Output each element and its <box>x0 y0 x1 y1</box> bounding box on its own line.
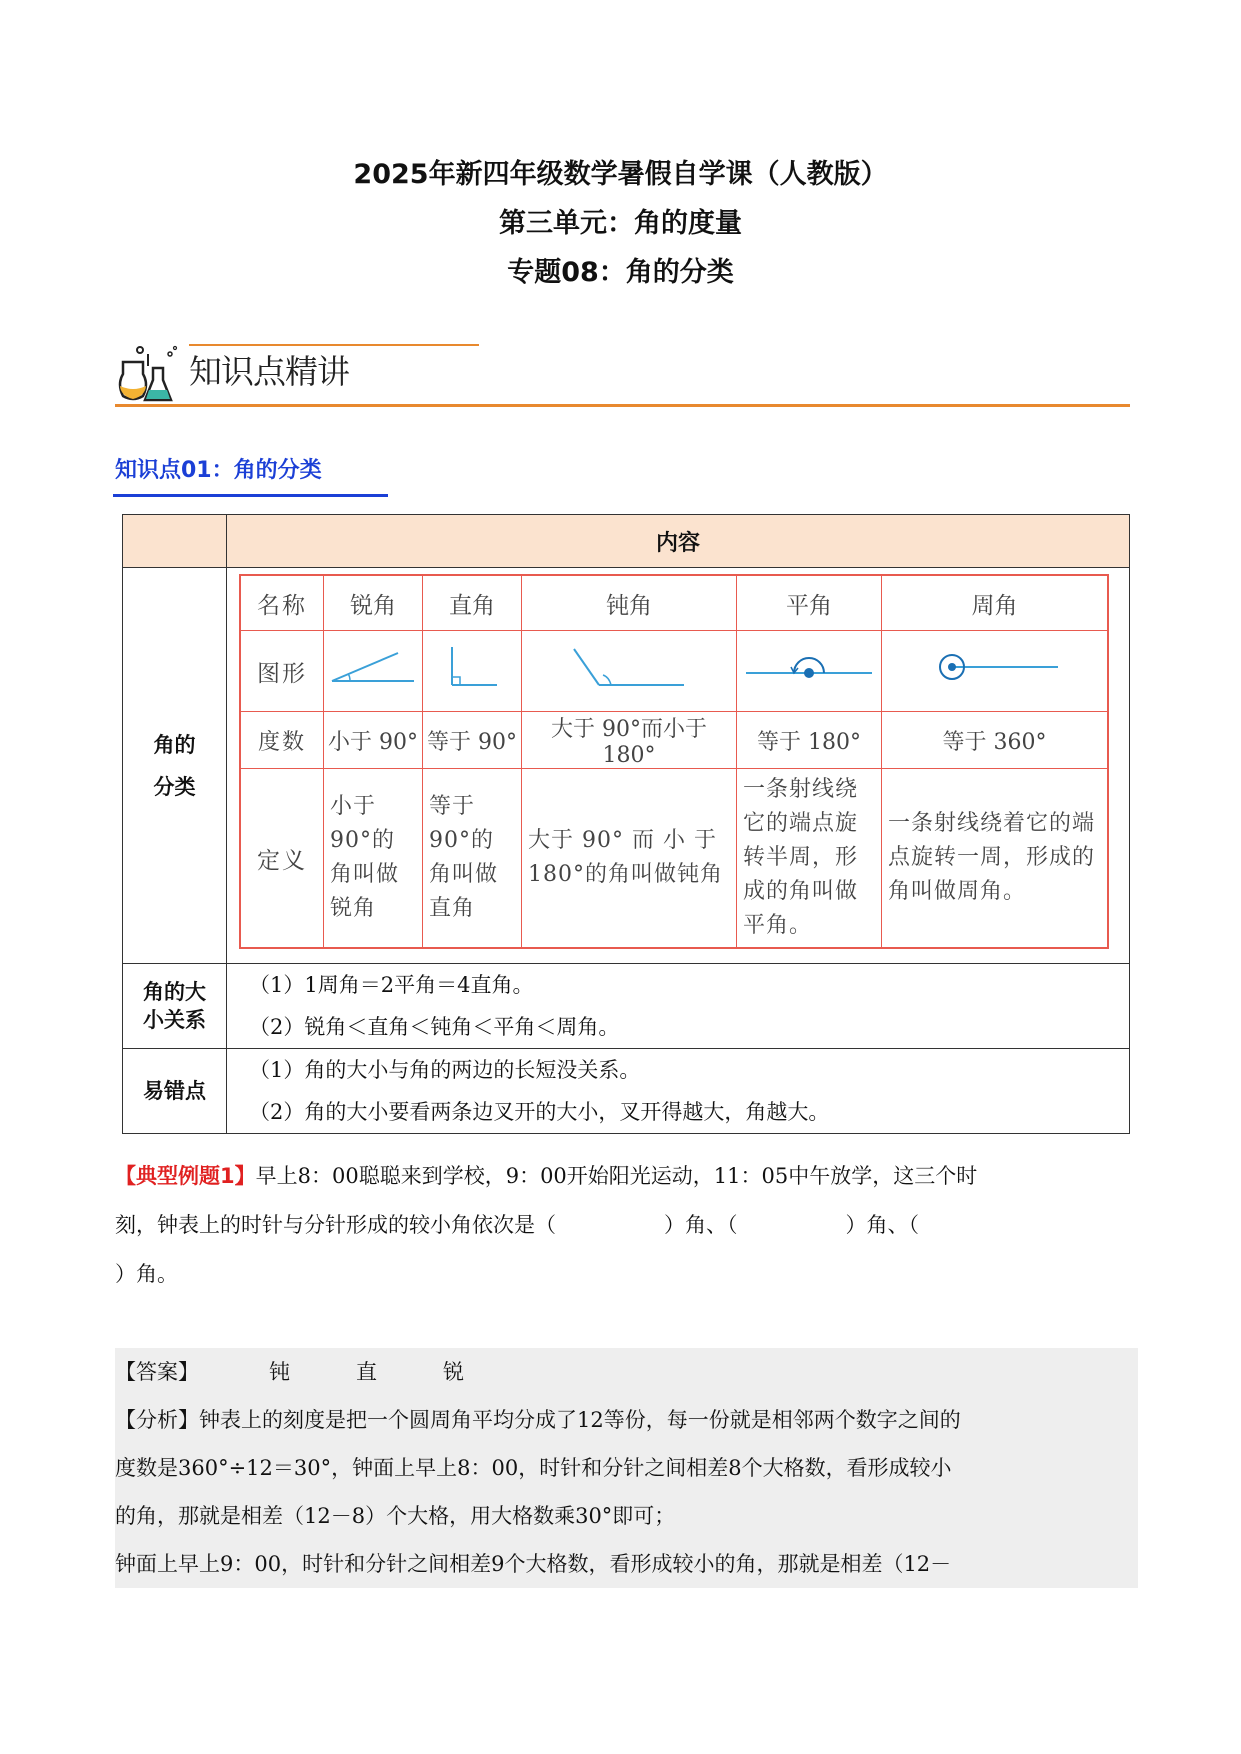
inner-row-figures <box>240 631 1108 712</box>
obtuse-angle-icon <box>559 643 699 693</box>
example-text: 刻，钟表上的时针与分针形成的较小角依次是（ <box>115 1213 556 1237</box>
degree-right: 等于 90° <box>423 712 522 769</box>
analysis-line <box>115 1396 1138 1444</box>
text-line: （1）角的大小与角的两边的长短没关系。 <box>249 1058 641 1082</box>
example-text: ）角、（ <box>664 1213 738 1237</box>
answer-value: 锐 <box>443 1360 464 1384</box>
header-bottom-rule <box>115 404 1130 407</box>
inner-row-label: 名称 <box>240 575 324 631</box>
angle-types-table <box>239 574 1109 949</box>
definition-obtuse: 大于 90° 而 小 于 180°的角叫做钝角 <box>522 769 737 949</box>
answer-box <box>115 1348 1138 1588</box>
acute-angle-icon <box>328 643 418 693</box>
table-row-pitfalls <box>123 1049 1130 1134</box>
row-label-line: 角的 <box>153 732 196 757</box>
analysis-line: 度数是360°÷12＝30°，钟面上早上8：00，时针和分针之间相差8个大格数，看形成较小 <box>115 1456 952 1480</box>
example-line <box>115 1201 1135 1250</box>
answer-label: 【答案】 <box>115 1360 199 1384</box>
header-content-cell: 内容 <box>227 515 1130 568</box>
content-table <box>122 514 1130 1134</box>
name-straight: 平角 <box>737 575 882 631</box>
example-text: 早上8：00聪聪来到学校，9：00开始阳光运动，11：05中午放学，这三个时 <box>255 1164 978 1188</box>
analysis-line: 的角，那就是相差（12－8）个大格，用大格数乘30°即可； <box>115 1504 676 1528</box>
knowledge-point-underline <box>113 494 388 497</box>
unit-title: 第三单元：角的度量 <box>499 208 742 239</box>
inner-row-label: 定义 <box>240 769 324 949</box>
figure-right <box>423 631 522 712</box>
name-right: 直角 <box>423 575 522 631</box>
straight-angle-icon <box>744 643 874 693</box>
section-header <box>115 342 1130 408</box>
definition-round: 一条射线绕着它的端点旋转一周，形成的角叫做周角。 <box>882 769 1109 949</box>
table-row-size-relation <box>123 964 1130 1049</box>
analysis-label: 【分析】 <box>115 1408 199 1432</box>
text-line: （1）1周角＝2平角＝4直角。 <box>249 973 534 997</box>
inner-row-definitions <box>240 769 1108 949</box>
definition-acute: 小于90°的角叫做锐角 <box>324 769 423 949</box>
name-acute: 锐角 <box>324 575 423 631</box>
figure-straight <box>737 631 882 712</box>
text-line: （2）角的大小要看两条边叉开的大小，叉开得越大，角越大。 <box>249 1100 830 1124</box>
round-angle-icon <box>930 643 1060 693</box>
name-round: 周角 <box>882 575 1109 631</box>
row-label-classification <box>123 568 227 964</box>
pitfalls-cell <box>227 1049 1130 1134</box>
title-block <box>0 150 1241 297</box>
flask-icon <box>115 344 185 404</box>
classification-cell <box>227 568 1130 964</box>
example-1 <box>115 1152 1135 1299</box>
row-label-line: 角的大 <box>143 980 206 1004</box>
right-angle-icon <box>427 643 517 693</box>
figure-acute <box>324 631 423 712</box>
example-tag: 【典型例题1】 <box>115 1164 256 1188</box>
degree-round: 等于 360° <box>882 712 1109 769</box>
inner-table-wrap <box>227 568 1129 963</box>
table-row-classification <box>123 568 1130 964</box>
analysis-text: 钟表上的刻度是把一个圆周角平均分成了12等份，每一份就是相邻两个数字之间的 <box>199 1408 961 1432</box>
row-label-line: 分类 <box>153 774 196 799</box>
inner-row-names <box>240 575 1108 631</box>
example-line: ）角。 <box>115 1262 178 1286</box>
analysis-line: 钟面上早上9：00，时针和分针之间相差9个大格数，看形成较小的角，那就是相差（12－ <box>115 1552 952 1576</box>
topic-title: 专题08：角的分类 <box>507 257 734 288</box>
size-relation-cell <box>227 964 1130 1049</box>
degree-straight: 等于 180° <box>737 712 882 769</box>
definition-right: 等于90°的角叫做直角 <box>423 769 522 949</box>
definition-straight: 一条射线绕它的端点旋转半周，形成的角叫做平角。 <box>737 769 882 949</box>
text-line: （2）锐角＜直角＜钝角＜平角＜周角。 <box>249 1015 620 1039</box>
knowledge-point-heading: 知识点01：角的分类 <box>115 458 322 483</box>
example-line <box>115 1152 1135 1201</box>
header-empty-cell <box>123 515 227 568</box>
inner-row-label: 度数 <box>240 712 324 769</box>
section-title: 知识点精讲 <box>189 352 349 391</box>
figure-obtuse <box>522 631 737 712</box>
table-header-row <box>123 515 1130 568</box>
inner-row-degrees <box>240 712 1108 769</box>
inner-row-label: 图形 <box>240 631 324 712</box>
degree-obtuse: 大于 90°而小于 180° <box>522 712 737 769</box>
degree-acute: 小于 90° <box>324 712 423 769</box>
answer-value: 钝 <box>269 1360 290 1384</box>
doc-title: 2025年新四年级数学暑假自学课（人教版） <box>353 159 888 190</box>
answer-value: 直 <box>356 1360 377 1384</box>
figure-round <box>882 631 1109 712</box>
answer-line <box>115 1348 1138 1396</box>
name-obtuse: 钝角 <box>522 575 737 631</box>
row-label-pitfalls: 易错点 <box>123 1049 227 1134</box>
row-label-line: 小关系 <box>143 1008 206 1032</box>
example-text: ）角、（ <box>845 1213 919 1237</box>
row-label-size-relation <box>123 964 227 1049</box>
